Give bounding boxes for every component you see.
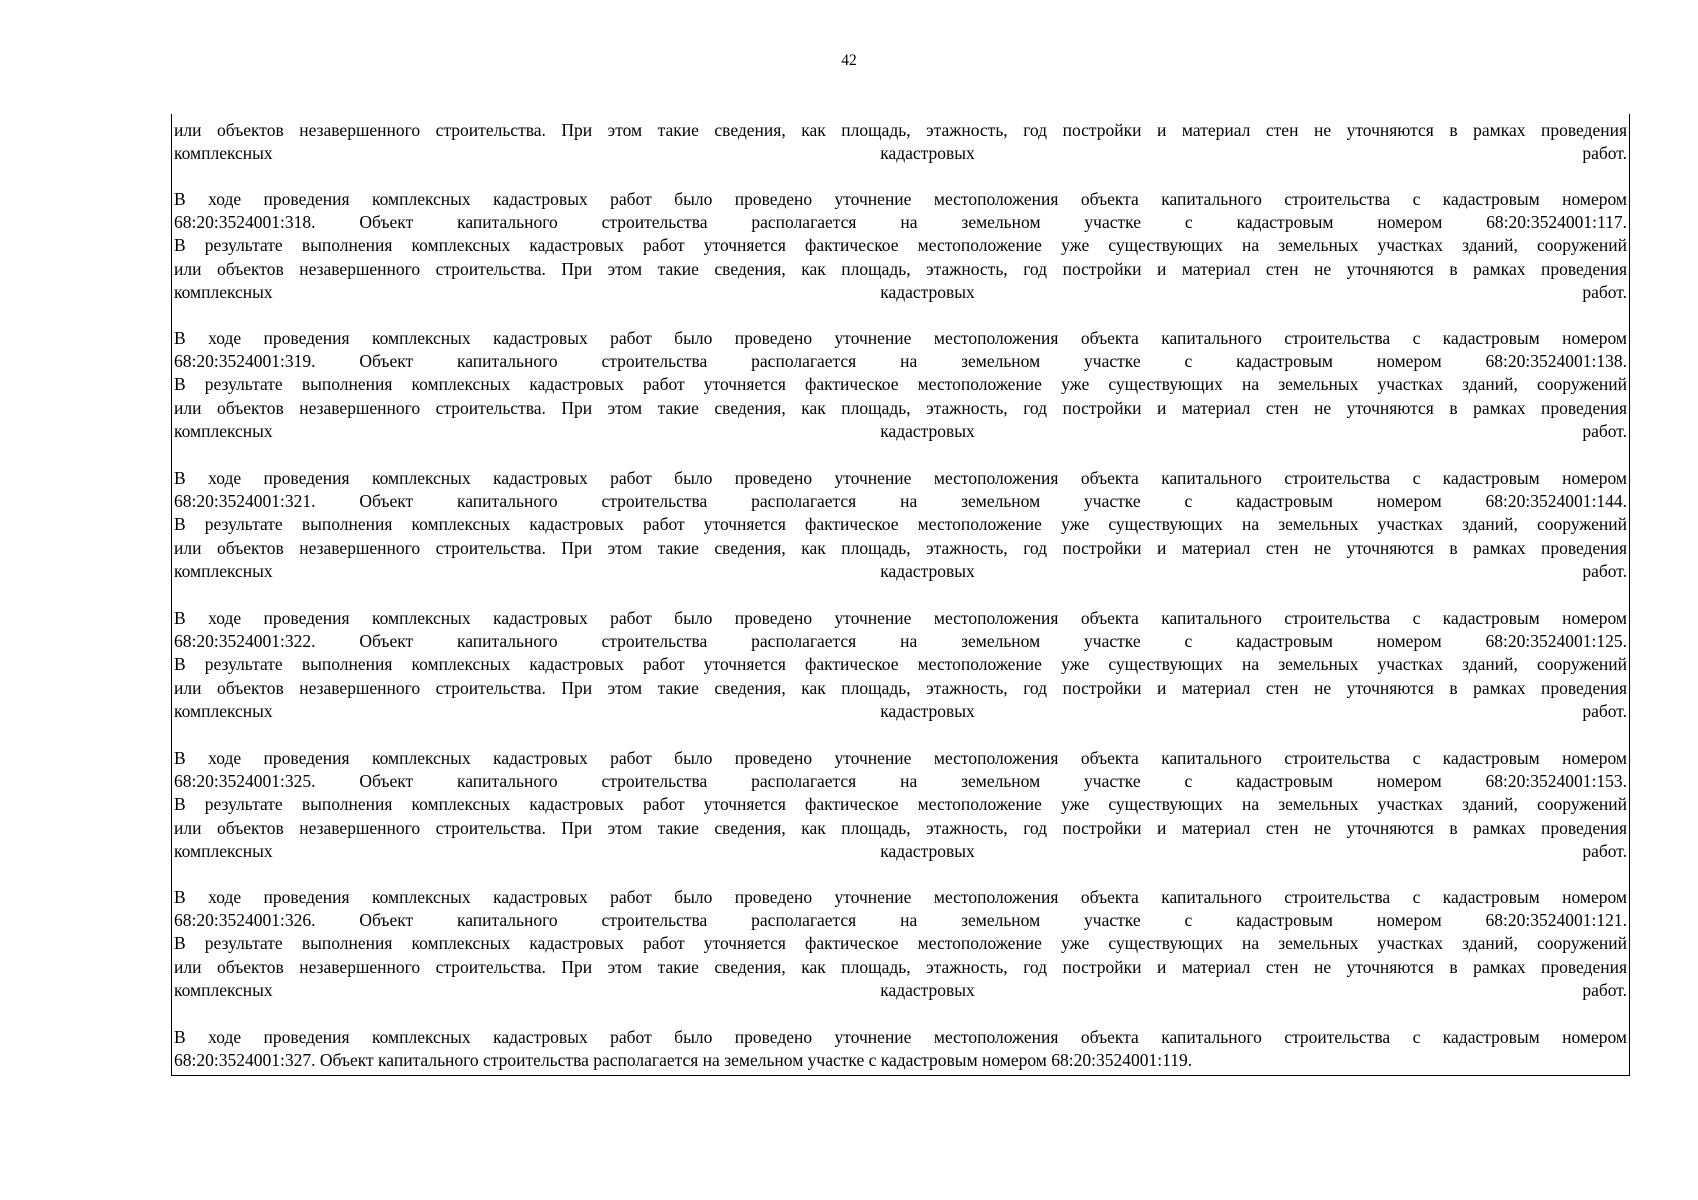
table-cell-content — [171, 114, 1630, 1076]
text-line: или объектов незавершенного строительства. При этом такие сведения, как площадь, этажность, год постройки и материал стен не уточняются в рамках проведения — [174, 258, 1627, 279]
text-line: комплексных кадастровых работ. — [174, 979, 1627, 1000]
text-line: В ходе проведения комплексных кадастровых работ было проведено уточнение местоположения объекта капитального строительства с кадастровым номером — [174, 1027, 1627, 1047]
text-line: комплексных кадастровых работ. — [174, 143, 1627, 164]
paragraph — [174, 188, 1627, 304]
paragraph — [174, 747, 1627, 863]
paragraph — [174, 119, 1627, 165]
text-line: В результате выполнения комплексных кадастровых работ уточняется фактическое местоположение уже существующих на земельных участках зданий, сооружений — [174, 235, 1627, 256]
text-line: В результате выполнения комплексных кадастровых работ уточняется фактическое местоположение уже существующих на земельных участках зданий, сооружений — [174, 933, 1627, 954]
text-line: или объектов незавершенного строительства. При этом такие сведения, как площадь, этажность, год постройки и материал стен не уточняются в рамках проведения — [174, 677, 1627, 698]
text-line: 68:20:3524001:322. Объект капитального строительства располагается на земельном участке с кадастровым номером 68:20:3524001:125. — [174, 631, 1627, 652]
paragraph — [174, 607, 1627, 723]
paragraph — [174, 467, 1627, 583]
text-line: комплексных кадастровых работ. — [174, 420, 1627, 441]
text-line: В ходе проведения комплексных кадастровых работ было проведено уточнение местоположения объекта капитального строительства с кадастровым номером — [174, 468, 1627, 488]
text-line: комплексных кадастровых работ. — [174, 281, 1627, 302]
paragraph — [174, 1026, 1627, 1072]
page-number: 42 — [841, 52, 857, 69]
paragraph — [174, 886, 1627, 1002]
text-line: 68:20:3524001:325. Объект капитального строительства располагается на земельном участке с кадастровым номером 68:20:3524001:153. — [174, 771, 1627, 792]
text-line: комплексных кадастровых работ. — [174, 560, 1627, 581]
text-line: или объектов незавершенного строительства. При этом такие сведения, как площадь, этажность, год постройки и материал стен не уточняются в рамках проведения — [174, 120, 1627, 140]
text-line: В результате выполнения комплексных кадастровых работ уточняется фактическое местоположение уже существующих на земельных участках зданий, сооружений — [174, 374, 1627, 395]
text-line: В ходе проведения комплексных кадастровых работ было проведено уточнение местоположения объекта капитального строительства с кадастровым номером — [174, 189, 1627, 209]
text-line: В результате выполнения комплексных кадастровых работ уточняется фактическое местоположение уже существующих на земельных участках зданий, сооружений — [174, 514, 1627, 535]
text-line: 68:20:3524001:318. Объект капитального строительства располагается на земельном участке с кадастровым номером 68:20:3524001:117. — [174, 212, 1627, 233]
text-line: или объектов незавершенного строительства. При этом такие сведения, как площадь, этажность, год постройки и материал стен не уточняются в рамках проведения — [174, 817, 1627, 838]
text-line: или объектов незавершенного строительства. При этом такие сведения, как площадь, этажность, год постройки и материал стен не уточняются в рамках проведения — [174, 397, 1627, 418]
text-line: комплексных кадастровых работ. — [174, 700, 1627, 721]
text-line: В ходе проведения комплексных кадастровых работ было проведено уточнение местоположения объекта капитального строительства с кадастровым номером — [174, 887, 1627, 907]
text-line: 68:20:3524001:321. Объект капитального строительства располагается на земельном участке с кадастровым номером 68:20:3524001:144. — [174, 491, 1627, 512]
text-line: В ходе проведения комплексных кадастровых работ было проведено уточнение местоположения объекта капитального строительства с кадастровым номером — [174, 608, 1627, 628]
text-line: В ходе проведения комплексных кадастровых работ было проведено уточнение местоположения объекта капитального строительства с кадастровым номером — [174, 328, 1627, 348]
paragraph — [174, 327, 1627, 443]
text-line: 68:20:3524001:327. Объект капитального строительства располагается на земельном участке с кадастровым номером 68:20:3524001:119. — [174, 1050, 1193, 1071]
text-line: В результате выполнения комплексных кадастровых работ уточняется фактическое местоположение уже существующих на земельных участках зданий, сооружений — [174, 794, 1627, 815]
text-line: комплексных кадастровых работ. — [174, 840, 1627, 861]
text-line: или объектов незавершенного строительства. При этом такие сведения, как площадь, этажность, год постройки и материал стен не уточняются в рамках проведения — [174, 537, 1627, 558]
text-line: В результате выполнения комплексных кадастровых работ уточняется фактическое местоположение уже существующих на земельных участках зданий, сооружений — [174, 654, 1627, 675]
text-line: 68:20:3524001:319. Объект капитального строительства располагается на земельном участке с кадастровым номером 68:20:3524001:138. — [174, 351, 1627, 372]
text-line: В ходе проведения комплексных кадастровых работ было проведено уточнение местоположения объекта капитального строительства с кадастровым номером — [174, 748, 1627, 768]
text-line: 68:20:3524001:326. Объект капитального строительства располагается на земельном участке с кадастровым номером 68:20:3524001:121. — [174, 910, 1627, 931]
text-line: или объектов незавершенного строительства. При этом такие сведения, как площадь, этажность, год постройки и материал стен не уточняются в рамках проведения — [174, 956, 1627, 977]
